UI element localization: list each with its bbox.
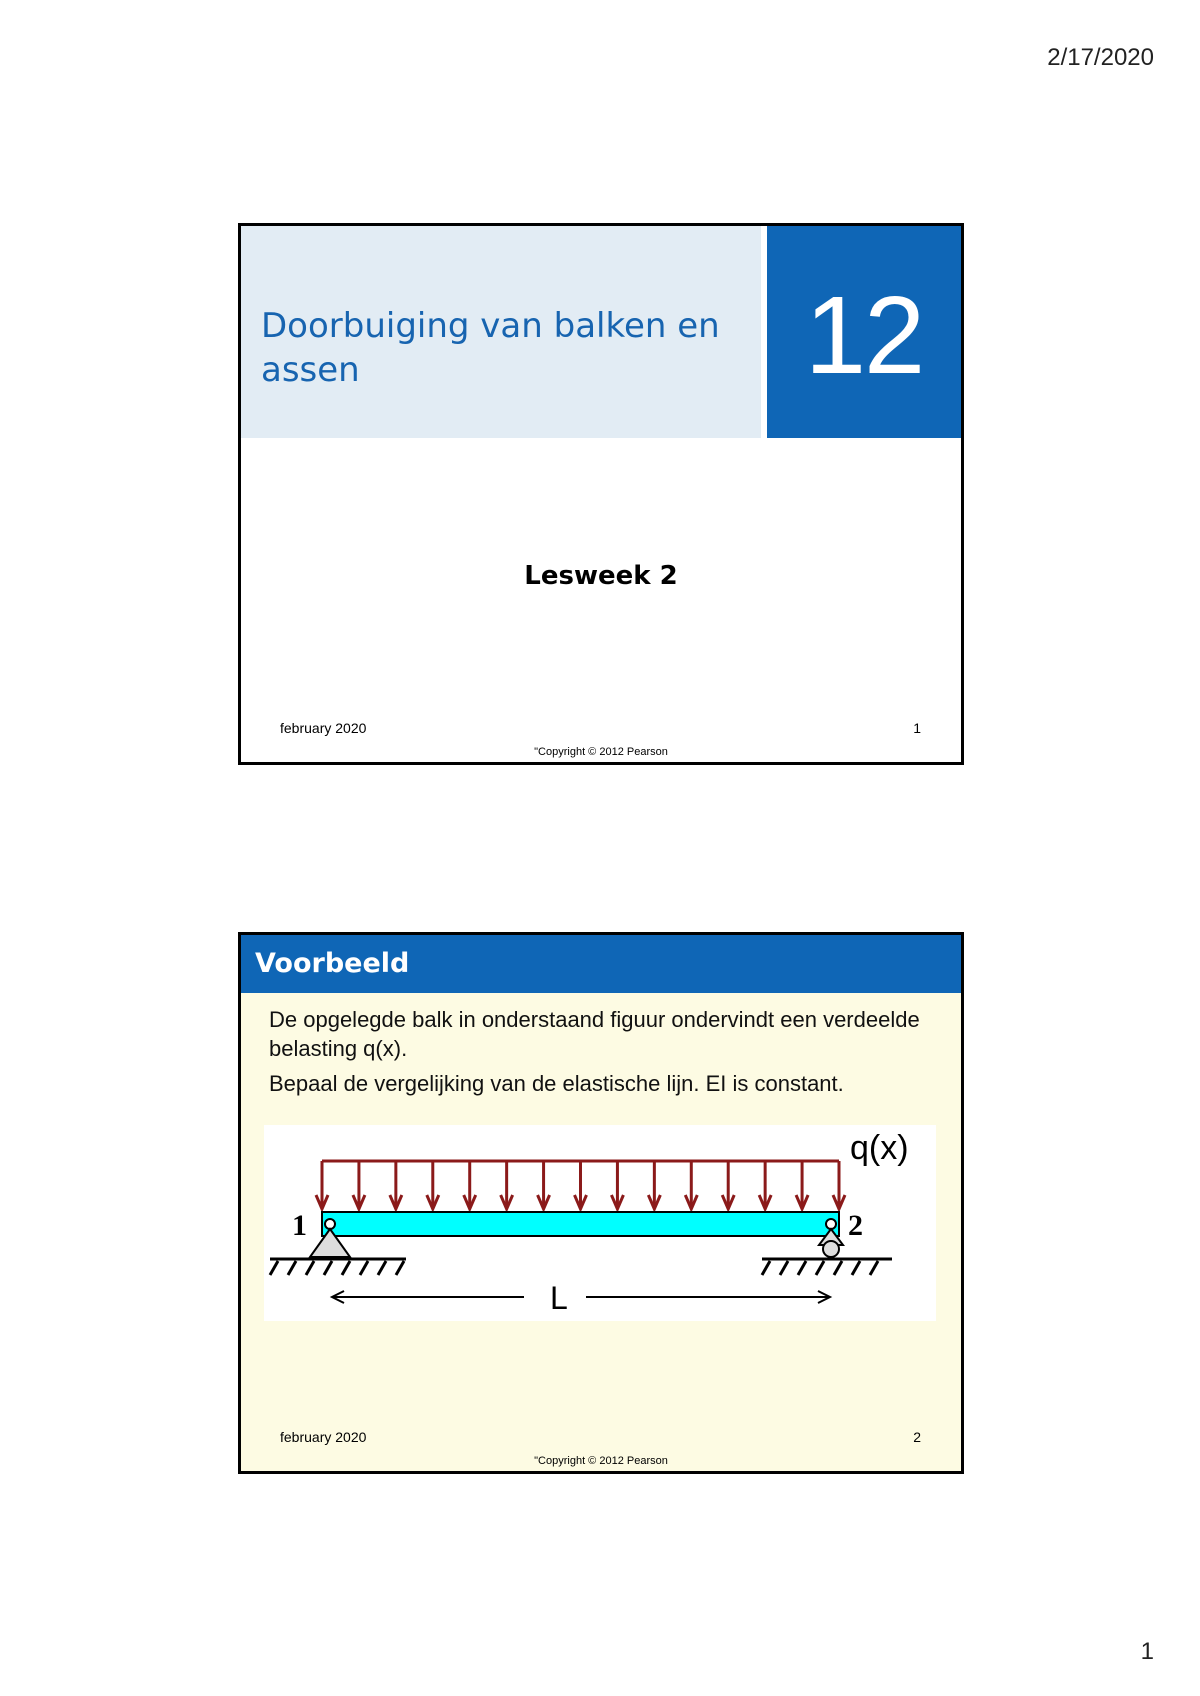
load-arrow	[538, 1161, 550, 1209]
slide-2	[238, 932, 964, 1474]
page-date: 2/17/2020	[1047, 44, 1154, 71]
span-label: L	[550, 1280, 568, 1316]
slide-1	[238, 223, 964, 765]
load-arrow	[648, 1161, 660, 1209]
support-1-label: 1	[292, 1209, 307, 1242]
load-arrow	[316, 1161, 328, 1209]
copyright: "Copyright © 2012 Pearson	[534, 746, 668, 758]
load-arrow	[833, 1161, 845, 1209]
load-arrow	[611, 1161, 623, 1209]
slide-title: Voorbeeld	[255, 948, 410, 979]
beam-diagram	[264, 1125, 936, 1321]
page-number: 1	[1140, 1638, 1154, 1665]
slide-subtitle: Lesweek 2	[524, 561, 678, 591]
footer-slide-number: 1	[913, 720, 921, 736]
load-arrow	[501, 1161, 513, 1209]
footer-date: february 2020	[280, 720, 367, 736]
load-arrow	[796, 1161, 808, 1209]
support-2-label: 2	[848, 1209, 863, 1242]
slide-body	[269, 1005, 949, 1104]
load-arrow	[427, 1161, 439, 1209]
load-arrow	[722, 1161, 734, 1209]
load-arrows	[316, 1161, 845, 1209]
load-label: q(x)	[850, 1129, 909, 1167]
load-arrow	[759, 1161, 771, 1209]
body-paragraph: De opgelegde balk in onderstaand figuur ondervindt een verdeelde belasting q(x).	[269, 1007, 920, 1061]
slide-header	[241, 935, 961, 993]
load-arrow	[685, 1161, 697, 1209]
load-arrow	[464, 1161, 476, 1209]
span-dimension	[332, 1291, 830, 1303]
chapter-number: 12	[804, 273, 924, 397]
beam	[322, 1212, 839, 1236]
copyright: "Copyright © 2012 Pearson	[534, 1455, 668, 1467]
beam-figure	[264, 1125, 936, 1321]
slide-title: Doorbuiging van balken en assen	[261, 306, 720, 390]
chapter-panel	[767, 226, 961, 438]
footer-slide-number: 2	[913, 1429, 921, 1445]
load-arrow	[390, 1161, 402, 1209]
title-panel	[241, 226, 761, 438]
load-arrow	[353, 1161, 365, 1209]
footer-date: february 2020	[280, 1429, 367, 1445]
body-paragraph: Bepaal de vergelijking van de elastische lijn. EI is constant.	[269, 1071, 844, 1096]
load-arrow	[575, 1161, 587, 1209]
